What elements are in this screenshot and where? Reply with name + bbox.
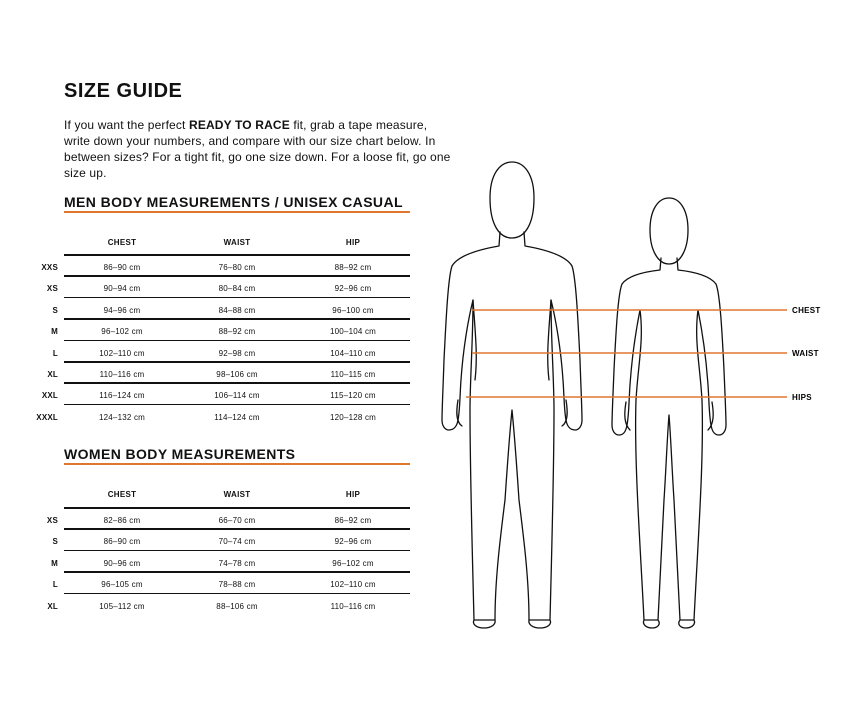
table-cell-chest: 124–132 cm	[98, 412, 146, 422]
chest-label: CHEST	[792, 306, 821, 315]
female-figure-outline	[612, 198, 726, 628]
size-label: XS	[46, 516, 58, 525]
intro-text-before: If you want the perfect	[64, 118, 190, 132]
table-cell-chest: 96–102 cm	[101, 327, 143, 337]
table-cell-hip: 96–100 cm	[332, 305, 374, 315]
table-cell-waist: 92–98 cm	[218, 348, 256, 358]
table-cell-hip: 100–104 cm	[329, 327, 377, 337]
table-cell-hip: 115–120 cm	[330, 391, 376, 401]
table-cell-waist: 80–84 cm	[218, 284, 256, 294]
table-cell-waist: 74–78 cm	[218, 558, 256, 568]
table-cell-hip: 92–96 cm	[334, 537, 372, 547]
size-label: XL	[47, 370, 58, 379]
women-table-title: WOMEN BODY MEASUREMENTS	[64, 446, 296, 462]
size-label: XL	[47, 601, 58, 611]
column-header-waist: WAIST	[223, 238, 251, 247]
table-cell-waist: 78–88 cm	[218, 580, 256, 590]
size-label: M	[51, 327, 58, 337]
size-label: M	[51, 558, 58, 568]
table-cell-hip: 110–115 cm	[330, 370, 376, 379]
table-cell-chest: 86–90 cm	[103, 537, 141, 547]
table-cell-hip: 86–92 cm	[334, 516, 372, 525]
measurement-lines	[466, 310, 787, 397]
table-cell-chest: 102–110 cm	[99, 348, 145, 358]
table-cell-waist: 114–124 cm	[214, 412, 260, 422]
table-cell-waist: 66–70 cm	[218, 516, 256, 525]
table-cell-chest: 110–116 cm	[99, 370, 145, 379]
hips-label: HIPS	[792, 393, 812, 402]
size-label: XS	[46, 284, 58, 294]
table-cell-hip: 92–96 cm	[334, 284, 372, 294]
column-header-waist: WAIST	[223, 490, 251, 499]
intro-text-after: fit, grab a tape measure, write down your numbers, and compare with our size chart below. In between sizes? For a tight fit, go one size down. For a loose fit, go one size up.	[64, 118, 451, 180]
table-cell-chest: 96–105 cm	[101, 580, 143, 590]
table-cell-chest: 116–124 cm	[99, 391, 145, 401]
table-cell-waist: 88–106 cm	[216, 601, 258, 611]
size-label: S	[52, 537, 58, 547]
size-label: L	[52, 348, 58, 358]
table-cell-waist: 76–80 cm	[218, 263, 256, 272]
male-figure-outline	[442, 162, 582, 628]
column-header-hip: HIP	[345, 238, 361, 247]
table-cell-waist: 98–106 cm	[216, 370, 258, 379]
table-cell-chest: 90–96 cm	[103, 558, 141, 568]
table-cell-hip: 110–116 cm	[330, 601, 376, 611]
column-header-chest: CHEST	[107, 490, 137, 499]
table-cell-chest: 82–86 cm	[103, 516, 141, 525]
table-cell-waist: 106–114 cm	[214, 391, 260, 401]
table-cell-chest: 86–90 cm	[103, 263, 141, 272]
table-cell-chest: 90–94 cm	[103, 284, 141, 294]
men-table-title: MEN BODY MEASUREMENTS / UNISEX CASUAL	[64, 194, 403, 210]
table-cell-waist: 88–92 cm	[218, 327, 256, 337]
column-header-chest: CHEST	[107, 238, 137, 247]
table-cell-hip: 96–102 cm	[332, 558, 374, 568]
size-label: XXL	[41, 391, 58, 401]
table-cell-hip: 120–128 cm	[329, 412, 377, 422]
table-cell-waist: 70–74 cm	[218, 537, 256, 547]
column-header-hip: HIP	[345, 490, 361, 499]
table-cell-chest: 94–96 cm	[103, 305, 141, 315]
table-cell-hip: 88–92 cm	[334, 263, 372, 272]
waist-label: WAIST	[792, 349, 819, 358]
size-label: XXS	[41, 263, 58, 272]
size-label: S	[52, 305, 58, 315]
size-label: XXXL	[36, 412, 58, 422]
table-cell-waist: 84–88 cm	[218, 305, 256, 315]
intro-text-highlight: READY TO RACE	[189, 118, 290, 132]
table-cell-hip: 104–110 cm	[330, 348, 376, 358]
page-title: SIZE GUIDE	[64, 80, 183, 102]
size-label: L	[52, 580, 58, 590]
table-cell-hip: 102–110 cm	[330, 580, 376, 590]
table-cell-chest: 105–112 cm	[99, 601, 145, 611]
